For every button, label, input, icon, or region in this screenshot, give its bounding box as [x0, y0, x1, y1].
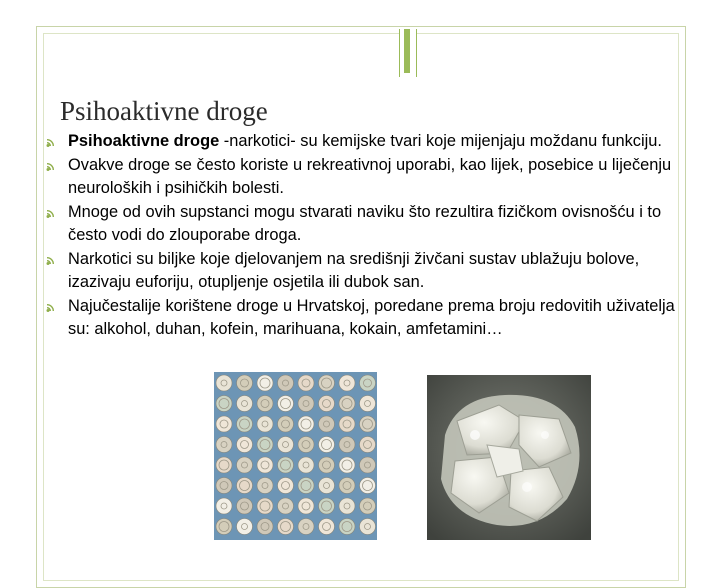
- bullet-text: Najučestalije korištene droge u Hrvatskoj, poredane prema broju redovitih uživatelja su: alkohol, duhan, kofein, marihuana, kokain, amfetamini…: [68, 296, 675, 338]
- bullet-text: Mnoge od ovih supstanci mogu stvarati naviku što rezultira fizičkom ovisnošću i to često vodi do zlouporabe droga.: [68, 202, 662, 244]
- bullet-list: [46, 130, 701, 342]
- frame-accent-bar: [404, 29, 410, 73]
- wifi-signal-icon: [46, 208, 60, 218]
- bullet-text: -narkotici- su kemijske tvari koje mijenjaju moždanu funkciju.: [219, 132, 662, 150]
- bullet-item: [46, 130, 701, 154]
- slide-title: Psihoaktivne droge: [60, 96, 268, 126]
- bullet-text: Narkotici su biljke koje djelovanjem na središnji živčani sustav ublažuju bolove, izazivaju euforiju, otupljenje osjetila ili dubok san.: [68, 249, 640, 291]
- bullet-item: [46, 248, 701, 295]
- bullet-bold-text: Psihoaktivne droge: [68, 132, 220, 150]
- wifi-signal-icon: [46, 137, 60, 147]
- wifi-signal-icon: [46, 302, 60, 312]
- wifi-signal-icon: [46, 161, 60, 171]
- wifi-signal-icon: [46, 255, 60, 265]
- frame-accent-tab: [399, 29, 417, 77]
- bullet-item: [46, 295, 701, 342]
- white-powder-photo: [427, 375, 591, 540]
- ecstasy-tablets-photo: [214, 372, 377, 540]
- bullet-text: Ovakve droge se često koriste u rekreativnoj uporabi, kao lijek, posebice u liječenju neuroloških i psihičkih bolesti.: [68, 155, 672, 197]
- bullet-item: [46, 154, 701, 201]
- bullet-item: [46, 201, 701, 248]
